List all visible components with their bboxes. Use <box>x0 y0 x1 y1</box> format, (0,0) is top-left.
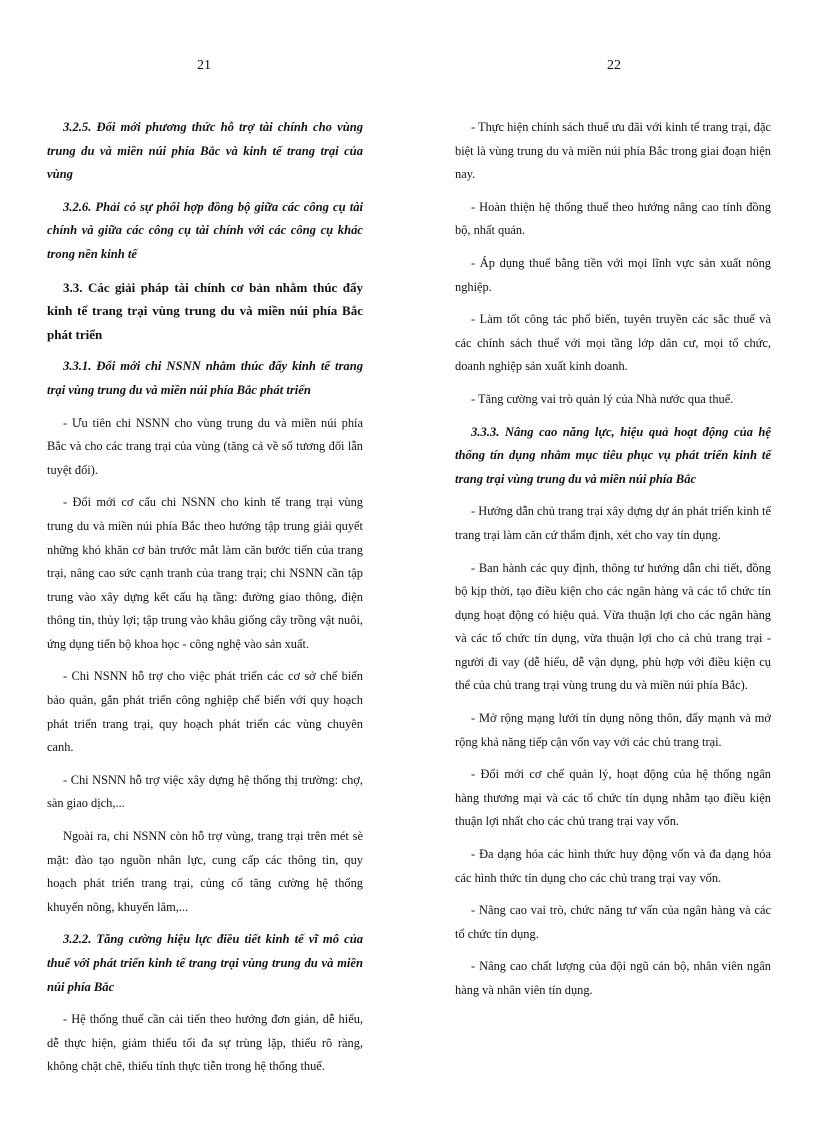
paragraph: - Chi NSNN hỗ trợ việc xây dựng hệ thống thị trường: chợ, sàn giao dịch,... <box>47 772 363 811</box>
paragraph: Ngoài ra, chi NSNN còn hỗ trợ vùng, trang trại trên mét sè mặt: đào tạo nguồn nhân lực, cung cấp các thông tin, quy hoạch phát triển trang trại, củng cố tăng cường hệ thống khuyến nông, khuyến lâm,... <box>47 829 363 914</box>
paragraph: - Mở rộng mạng lưới tín dụng nông thôn, đẩy mạnh và mở rộng khả năng tiếp cận vốn vay với các chủ trang trại. <box>455 711 771 749</box>
section-heading: 3.2.6. Phải có sự phối hợp đồng bộ giữa các công cụ tài chính và giữa các công cụ tài chính với các công cụ khác trong nền kinh tế <box>47 199 363 261</box>
page-number-left: 21 <box>197 58 211 73</box>
paragraph: - Đa dạng hóa các hình thức huy động vốn và đa dạng hóa các hình thức tín dụng cho các chủ trang trại vay vốn. <box>455 847 771 885</box>
paragraph: - Ban hành các quy định, thông tư hướng dẫn chi tiết, đồng bộ kịp thời, tạo điều kiện cho các ngân hàng và các tổ chức tín dụng hoạt động có hiệu quả. Vừa thuận lợi cho các ngân hàng và các tổ chức tín dụng, vừa thuận lợi cho cả chủ trang trại - người đi vay (dễ hiểu, dễ vận dụng, phù hợp với điều kiện cụ thể của chủ trang trại vùng trung du và miền núi phía Bắc). <box>455 560 771 693</box>
paragraph: - Hoàn thiện hệ thống thuế theo hướng nâng cao tính đồng bộ, nhất quán. <box>455 199 771 238</box>
paragraph: - Nâng cao chất lượng của đội ngũ cán bộ, nhân viên ngân hàng và nhân viên tín dụng. <box>455 959 771 997</box>
section-heading: 3.2.5. Đổi mới phương thức hỗ trợ tài chính cho vùng trung du và miền núi phía Bắc và kinh tế trang trại của vùng <box>47 120 363 182</box>
paragraph: - Đổi mới cơ cấu chi NSNN cho kinh tế trang trại vùng trung du và miền núi phía Bắc theo hướng tập trung giải quyết những khó khăn cơ bản trước mắt làm căn bước tiến của trang trại, nâng cao sức cạnh tranh của trang trại; chi NSNN cần tập trung vào xây dựng kết cấu hạ tầng: đường giao thông, điện thông tin, thủy lợi; tập trung vào khâu giống cây trồng vật nuôi, ứng dụng tiến bộ khoa học - công nghệ vào sản xuất. <box>47 495 363 651</box>
paragraph: - Hệ thống thuế cần cải tiến theo hướng đơn giản, dễ hiểu, dễ thực hiện, giảm thiểu tối đa sự trùng lặp, thiếu rõ ràng, không chặt chẽ, thiếu tính thực tiễn trong hệ thống thuế. <box>47 1012 363 1074</box>
section-heading: 3.3.1. Đổi mới chi NSNN nhằm thúc đẩy kinh tế trang trại vùng trung du và miền núi phía Bắc phát triển <box>47 359 363 397</box>
paragraph: - Ưu tiên chi NSNN cho vùng trung du và miền núi phía Bắc và cho các trang trại của vùng (tăng cả về số tương đối lẫn tuyệt đối). <box>47 415 363 477</box>
left-page-column <box>47 116 363 1088</box>
section-heading: 3.2.2. Tăng cường hiệu lực điều tiết kinh tế vĩ mô của thuế với phát triển kinh tế trang trại vùng trung du và miền núi phía Bắc <box>47 932 363 994</box>
paragraph: - Thực hiện chính sách thuế ưu đãi với kinh tế trang trại, đặc biệt là vùng trung du và miền núi phía Bắc trong giai đoạn hiện nay. <box>455 120 771 182</box>
page-number-right: 22 <box>607 58 621 73</box>
paragraph: - Chi NSNN hỗ trợ cho việc phát triển các cơ sở chế biến bảo quản, gắn phát triển công nghiệp chế biến với quy hoạch phát triển trang trại, quy hoạch phát triển các vùng chuyên canh. <box>47 669 363 755</box>
section-heading: 3.3.3. Nâng cao năng lực, hiệu quả hoạt động của hệ thống tín dụng nhằm mục tiêu phục vụ phát triển kinh tế trang trại vùng trung du và miền núi phía Bắc <box>455 424 771 486</box>
paragraph: - Làm tốt công tác phổ biến, tuyên truyền các sắc thuế và các chính sách thuế với mọi tầng lớp dân cư, mọi tổ chức, doanh nghiệp sản xuất kinh doanh. <box>455 312 771 374</box>
paragraph: - Hướng dẫn chủ trang trại xây dựng dự án phát triển kinh tế trang trại làm căn cứ thẩm định, xét cho vay tín dụng. <box>455 504 771 542</box>
paragraph: - Nâng cao vai trò, chức năng tư vấn của ngân hàng và các tổ chức tín dụng. <box>455 903 771 941</box>
paragraph: - Tăng cường vai trò quản lý của Nhà nước qua thuế. <box>471 391 734 406</box>
right-page-column <box>455 116 771 1012</box>
paragraph: - Áp dụng thuế bằng tiền với mọi lĩnh vực sản xuất nông nghiệp. <box>455 255 771 294</box>
paragraph: - Đổi mới cơ chế quản lý, hoạt động của hệ thống ngân hàng thương mại và các tổ chức tín dụng nhằm tạo điều kiện thuận lợi nhất cho các chủ trang trại vay vốn. <box>455 767 771 829</box>
section-heading: 3.3. Các giải pháp tài chính cơ bản nhằm thúc đẩy kinh tế trang trại vùng trung du và miền núi phía Bắc phát triển <box>47 279 363 342</box>
